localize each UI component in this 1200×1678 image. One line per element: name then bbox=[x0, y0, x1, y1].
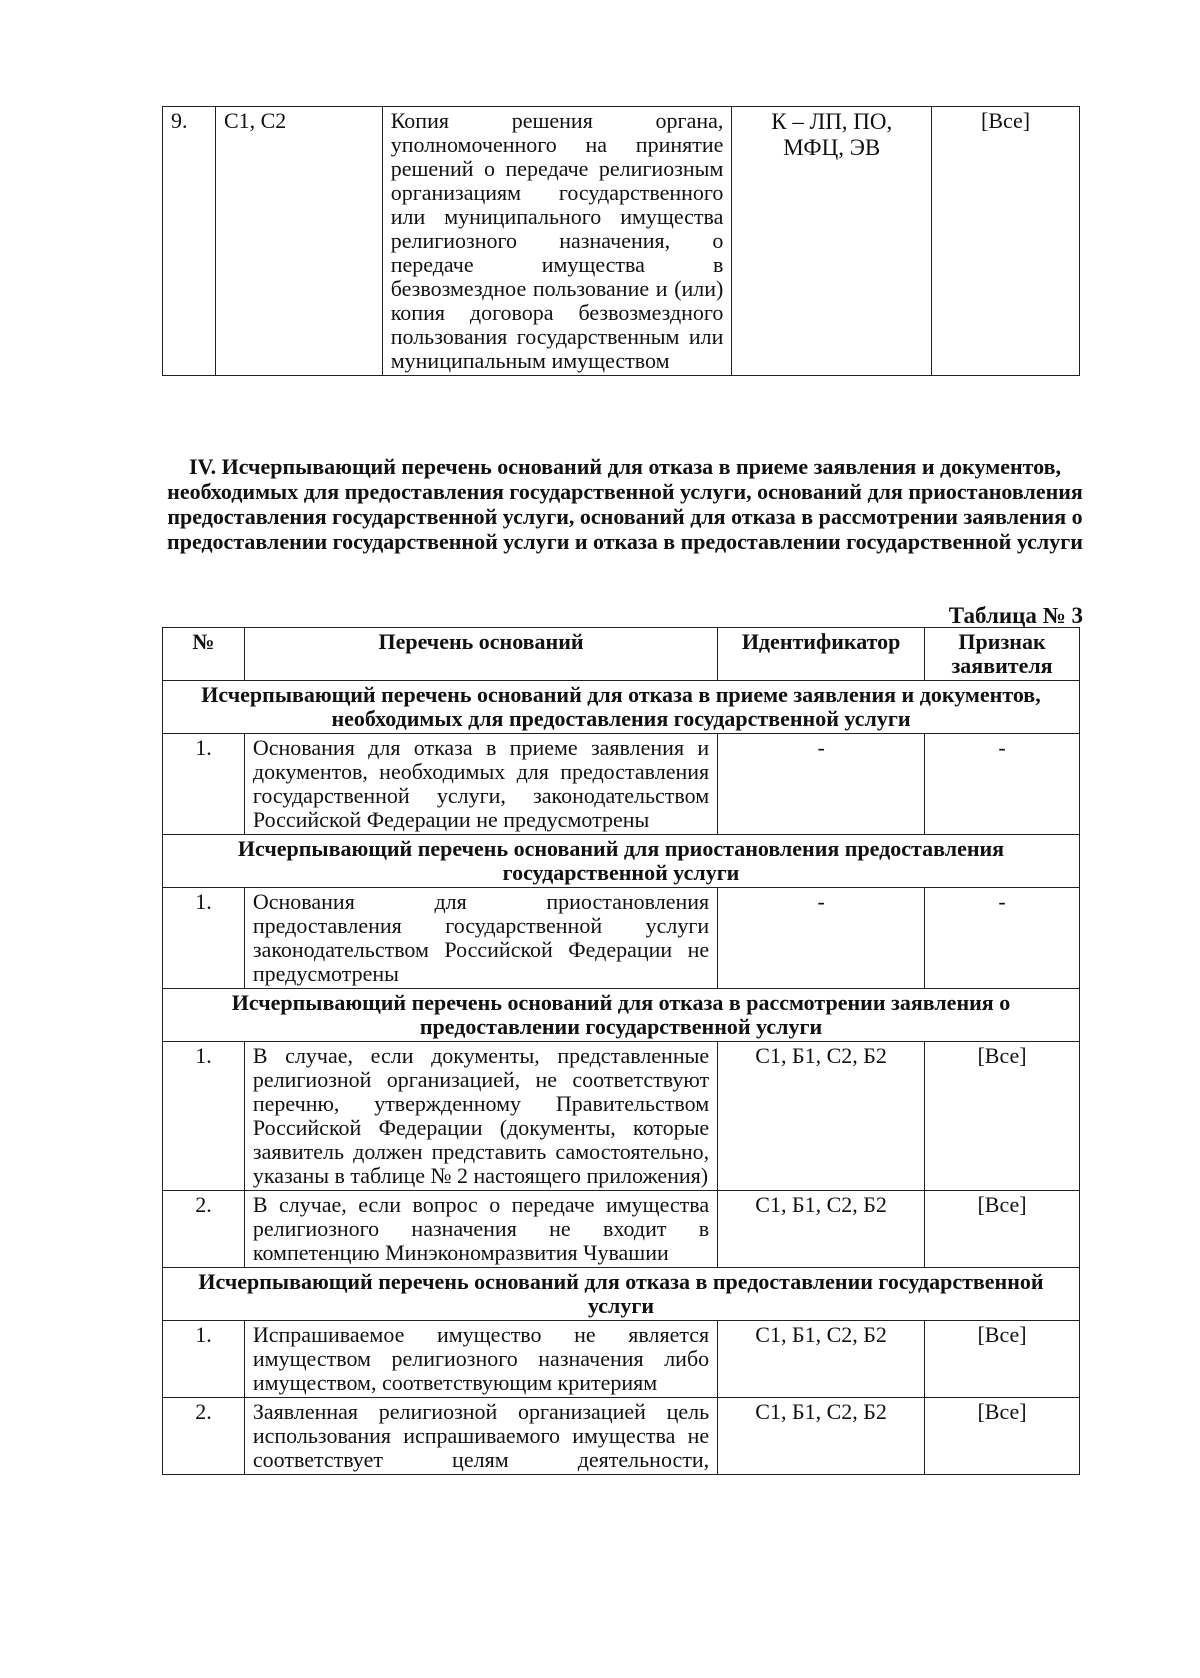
row-text: Испрашиваемое имущество не является имуществом религиозного назначения либо имуществом, соответствующим критериям bbox=[244, 1321, 717, 1398]
row-number: 9. bbox=[163, 107, 216, 376]
group-row bbox=[163, 989, 1080, 1042]
row-identifiers: С1, С2 bbox=[215, 107, 382, 376]
header-identifier: Идентификатор bbox=[718, 628, 925, 681]
row-applicant: - bbox=[925, 888, 1080, 989]
table-row bbox=[163, 888, 1080, 989]
group-row bbox=[163, 835, 1080, 888]
row-text: В случае, если документы, представленные религиозной организацией, не соответствуют перечню, утвержденному Правительством Российской Федерации (документы, которые заявитель должен представить самостоятельно, указаны в таблице № 2 настоящего приложения) bbox=[244, 1042, 717, 1191]
row-applicant: [Все] bbox=[925, 1042, 1080, 1191]
row-identifier: С1, Б1, С2, Б2 bbox=[718, 1321, 925, 1398]
group-row bbox=[163, 681, 1080, 734]
continuation-table bbox=[162, 106, 1080, 376]
row-identifier: С1, Б1, С2, Б2 bbox=[718, 1042, 925, 1191]
row-text: Основания для отказа в приеме заявления и документов, необходимых для предоставления государственной услуги, законодательством Российской Федерации не предусмотрены bbox=[244, 734, 717, 835]
table-row bbox=[163, 1321, 1080, 1398]
grounds-table bbox=[162, 627, 1080, 1475]
header-applicant: Признак заявителя bbox=[925, 628, 1080, 681]
header-reasons: Перечень оснований bbox=[244, 628, 717, 681]
table-row bbox=[163, 1042, 1080, 1191]
group-title: Исчерпывающий перечень оснований для приостановления предоставления государственной услуги bbox=[163, 835, 1080, 888]
row-applicant: [Все] bbox=[932, 107, 1080, 376]
row-text: В случае, если вопрос о передаче имущества религиозного назначения не входит в компетенцию Минэкономразвития Чувашии bbox=[244, 1191, 717, 1268]
table-row bbox=[163, 1191, 1080, 1268]
group-title: Исчерпывающий перечень оснований для отказа в предоставлении государственной услуги bbox=[163, 1268, 1080, 1321]
row-identifier: С1, Б1, С2, Б2 bbox=[718, 1191, 925, 1268]
table-header-row bbox=[163, 628, 1080, 681]
row-text: Основания для приостановления предоставления государственной услуги законодательством Российской Федерации не предусмотрены bbox=[244, 888, 717, 989]
row-identifier: - bbox=[718, 734, 925, 835]
row-identifier: С1, Б1, С2, Б2 bbox=[718, 1398, 925, 1475]
table-row bbox=[163, 1398, 1080, 1475]
group-title: Исчерпывающий перечень оснований для отказа в рассмотрении заявления о предоставлении государственной услуги bbox=[163, 989, 1080, 1042]
table-caption: Таблица № 3 bbox=[948, 603, 1083, 628]
group-title: Исчерпывающий перечень оснований для отказа в приеме заявления и документов, необходимых для предоставления государственной услуги bbox=[163, 681, 1080, 734]
row-applicant: - bbox=[925, 734, 1080, 835]
header-num: № bbox=[163, 628, 245, 681]
group-row bbox=[163, 1268, 1080, 1321]
row-text: Заявленная религиозной организацией цель использования испрашиваемого имущества не соответствует целям деятельности, bbox=[244, 1398, 717, 1475]
row-number: 2. bbox=[163, 1191, 245, 1268]
row-identifier: - bbox=[718, 888, 925, 989]
row-number: 2. bbox=[163, 1398, 245, 1475]
row-method: К – ЛП, ПО, МФЦ, ЭВ bbox=[732, 107, 932, 376]
row-number: 1. bbox=[163, 888, 245, 989]
row-number: 1. bbox=[163, 734, 245, 835]
row-number: 1. bbox=[163, 1321, 245, 1398]
row-applicant: [Все] bbox=[925, 1321, 1080, 1398]
row-description: Копия решения органа, уполномоченного на принятие решений о передаче религиозным организациям государственного или муниципального имущества религиозного назначения, о передаче имущества в безвозмездное пользование и (или) копия договора безвозмездного пользования государственным или муниципальным имуществом bbox=[382, 107, 732, 376]
table-row bbox=[163, 107, 1080, 376]
section-heading: IV. Исчерпывающий перечень оснований для отказа в приеме заявления и документов, необходимых для предоставления государственной услуги, оснований для приостановления предоставления государственной услуги, оснований для отказа в рассмотрении заявления о предоставлении государственной услуги и отказа в предоставлении государственной услуги bbox=[167, 454, 1083, 554]
table-row bbox=[163, 734, 1080, 835]
row-number: 1. bbox=[163, 1042, 245, 1191]
row-applicant: [Все] bbox=[925, 1191, 1080, 1268]
row-applicant: [Все] bbox=[925, 1398, 1080, 1475]
